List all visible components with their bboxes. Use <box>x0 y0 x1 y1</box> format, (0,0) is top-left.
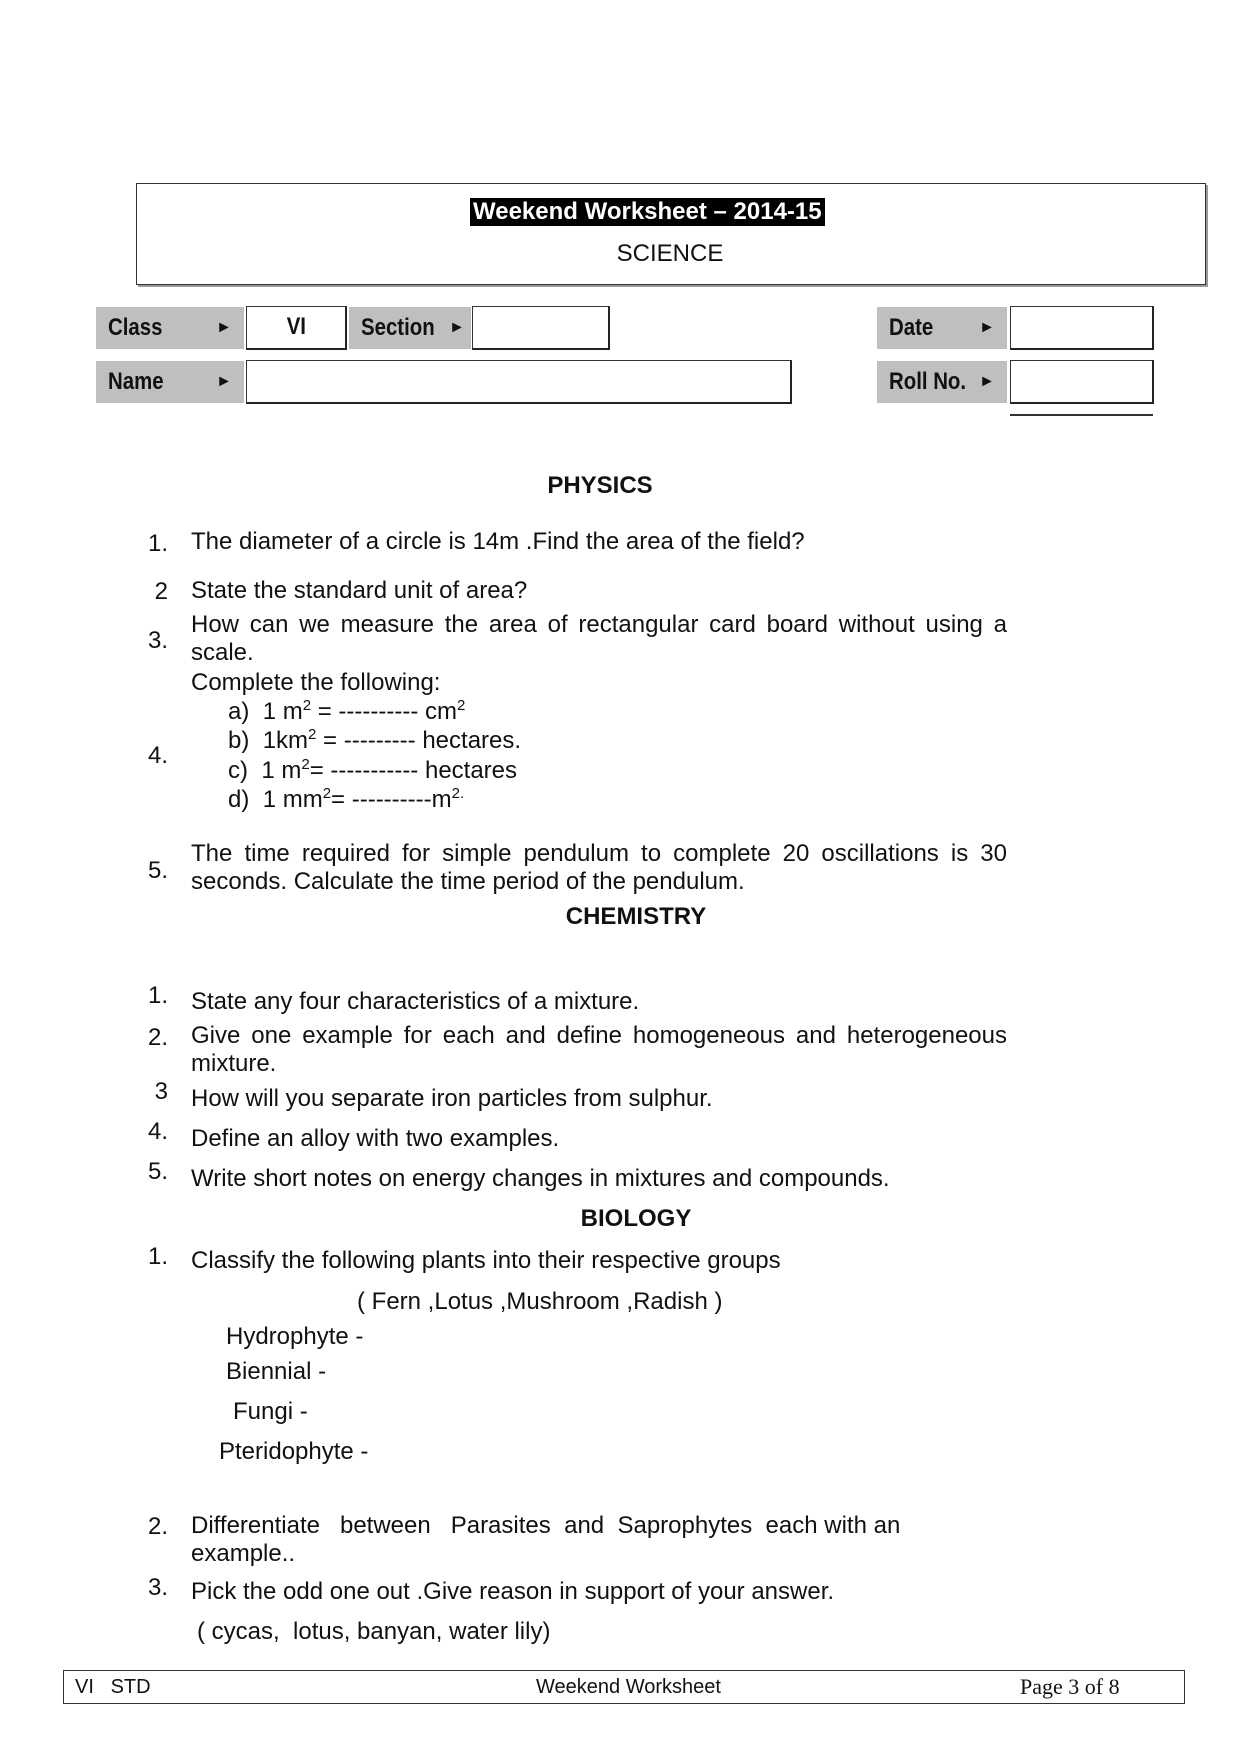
question-text: State the standard unit of area? <box>191 577 528 604</box>
question-text: Complete the following: <box>191 669 441 696</box>
question-number: 3 <box>154 1078 168 1105</box>
group-label: Hydrophyte - <box>226 1323 364 1350</box>
question-number: 2. <box>147 1513 168 1540</box>
group-label: Biennial - <box>226 1358 327 1385</box>
question-text: How can we measure the area of rectangular card board without using a scale. <box>191 611 1007 666</box>
arrow-icon: ► <box>979 373 995 390</box>
sub-item: b) $1km^2$ = --------- hectares. <box>228 726 522 754</box>
name-field[interactable] <box>246 360 792 404</box>
question-number: 2. <box>147 1024 168 1051</box>
name-label: Name ► <box>96 361 244 403</box>
section-field[interactable] <box>472 306 610 350</box>
sub-item: c) 1 $m^2=$ ----------- hectares <box>228 756 518 784</box>
question-number: 3. <box>147 1574 168 1601</box>
subject-title: SCIENCE <box>616 240 724 267</box>
question-text: Give one example for each and define homogeneous and heterogeneous mixture. <box>191 1022 1007 1077</box>
group-label: Pteridophyte - <box>219 1438 369 1465</box>
question-number: 1. <box>147 982 168 1009</box>
biology-heading: BIOLOGY <box>580 1205 692 1232</box>
question-number: 5. <box>147 1158 168 1185</box>
question-text: Define an alloy with two examples. <box>191 1125 560 1152</box>
arrow-icon: ► <box>449 319 465 336</box>
sub-item: a) 1 $m^2$ = ---------- $cm^2$ <box>228 697 466 725</box>
physics-heading: PHYSICS <box>547 472 653 499</box>
question-text: How will you separate iron particles from sulphur. <box>191 1085 713 1112</box>
group-label: Fungi - <box>233 1398 308 1425</box>
question-number: 4. <box>147 742 168 769</box>
option-list: ( cycas, lotus, banyan, water lily) <box>197 1618 551 1645</box>
worksheet-title: Weekend Worksheet – 2014-15 <box>470 198 825 226</box>
sub-item: d) 1 $mm^2= ----------m^{2.}$ <box>228 785 465 813</box>
date-label: Date ► <box>877 307 1007 349</box>
arrow-icon: ► <box>979 319 995 336</box>
footer-class: VI STD <box>75 1676 151 1698</box>
plant-list: ( Fern ,Lotus ,Mushroom ,Radish ) <box>357 1288 723 1315</box>
section-label: Section ► <box>349 307 471 349</box>
chemistry-heading: CHEMISTRY <box>565 903 707 930</box>
question-number: 1. <box>147 530 168 557</box>
roll-no-field[interactable] <box>1010 360 1154 404</box>
question-text: Differentiate between Parasites and Saprophytes each with an example.. <box>191 1512 907 1567</box>
class-field[interactable]: VI <box>246 306 347 350</box>
question-text: The time required for simple pendulum to complete 20 oscillations is 30 seconds. Calculate the time period of the pendulum. <box>191 840 1007 895</box>
question-text: Pick the odd one out .Give reason in support of your answer. <box>191 1578 835 1605</box>
arrow-icon: ► <box>216 319 232 336</box>
question-number: 2 <box>154 578 168 605</box>
question-text: The diameter of a circle is 14m .Find the area of the field? <box>191 528 805 555</box>
class-label: Class ► <box>96 307 244 349</box>
question-number: 5. <box>147 857 168 884</box>
question-number: 4. <box>147 1118 168 1145</box>
question-text: Write short notes on energy changes in mixtures and compounds. <box>191 1165 890 1192</box>
question-number: 3. <box>147 627 168 654</box>
arrow-icon: ► <box>216 373 232 390</box>
date-field[interactable] <box>1010 306 1154 350</box>
question-text: Classify the following plants into their respective groups <box>191 1247 781 1274</box>
footer-title: Weekend Worksheet <box>536 1676 721 1698</box>
question-text: State any four characteristics of a mixture. <box>191 988 640 1015</box>
question-number: 1. <box>147 1243 168 1270</box>
divider <box>1010 414 1153 416</box>
roll-no-label: Roll No. ► <box>877 361 1007 403</box>
page-number: Page 3 of 8 <box>1020 1674 1120 1699</box>
